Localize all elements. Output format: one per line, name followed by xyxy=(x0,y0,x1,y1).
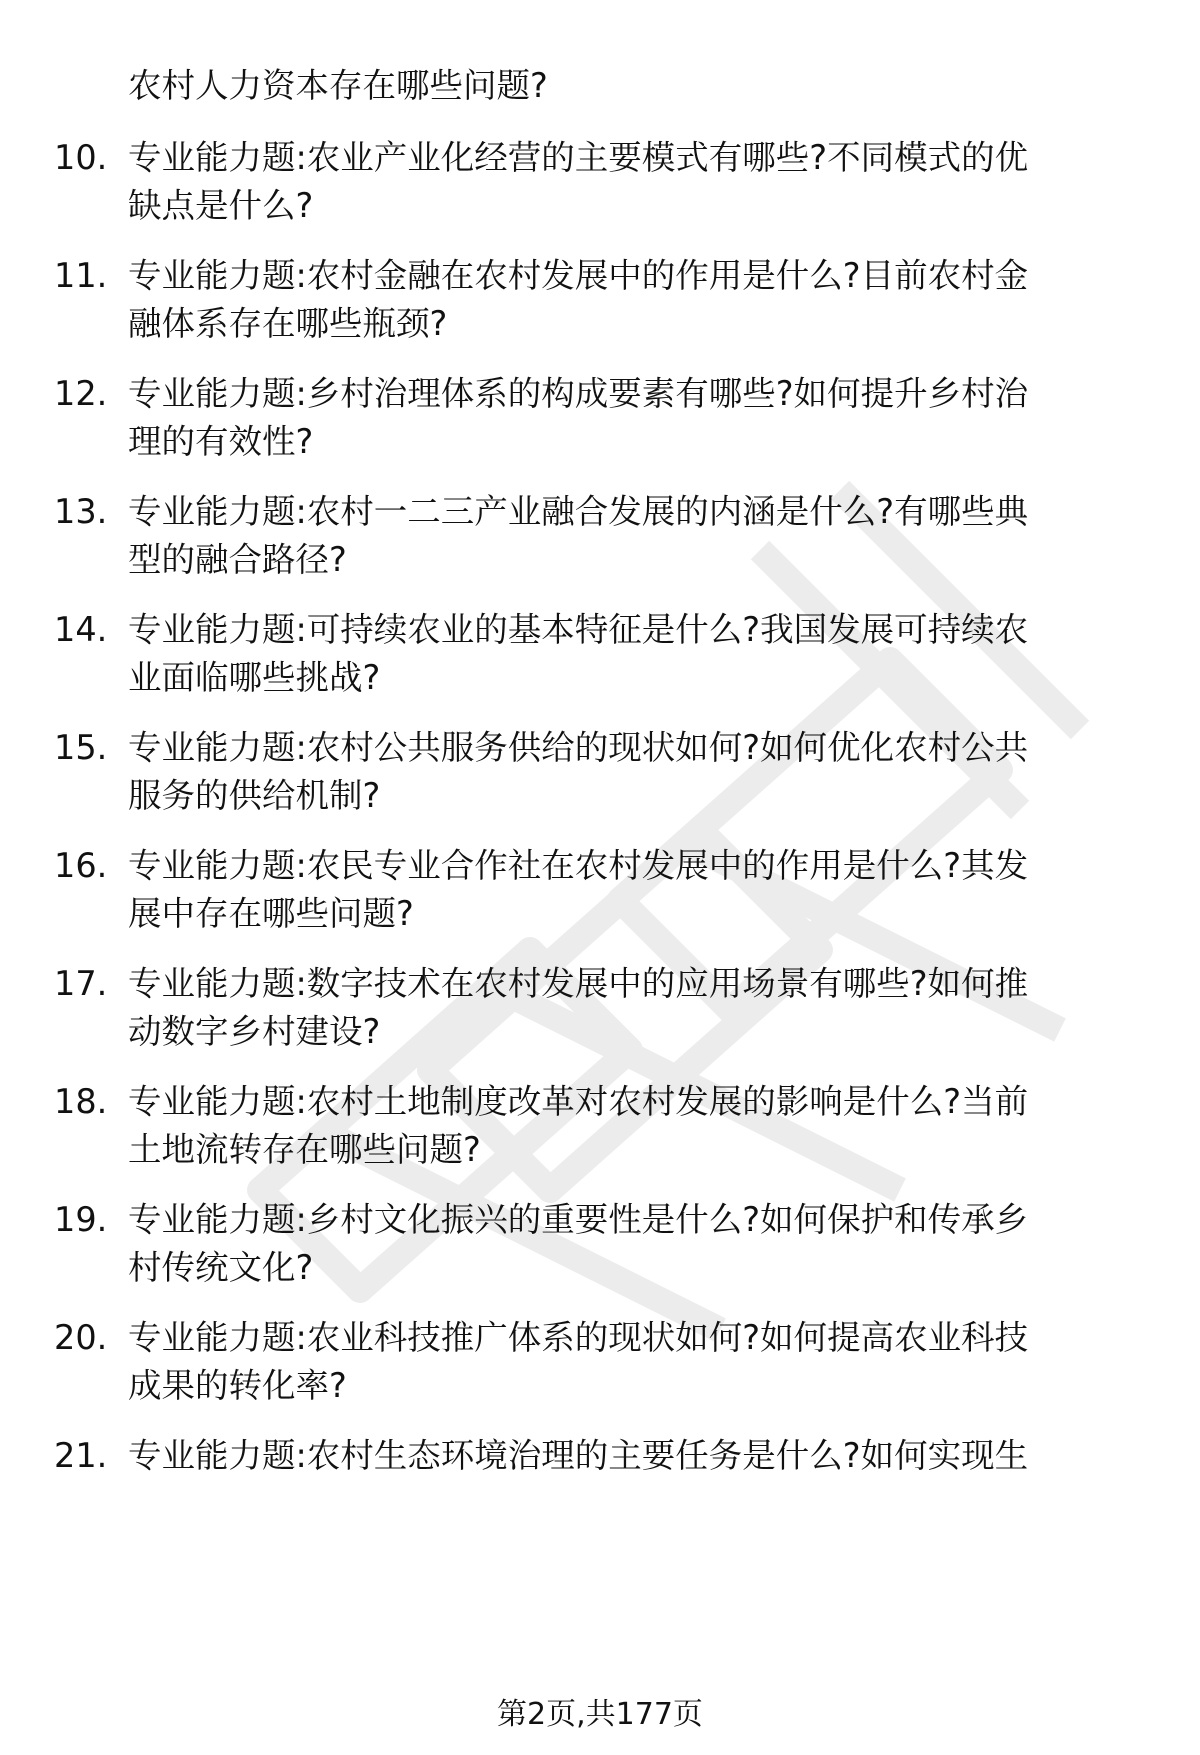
question-number: 15. xyxy=(54,728,108,767)
question-line: 土地流转存在哪些问题? xyxy=(128,1130,481,1169)
question-number: 14. xyxy=(54,610,108,649)
question-number: 18. xyxy=(54,1082,108,1121)
question-text xyxy=(128,960,1138,1056)
question-text xyxy=(128,1432,1138,1480)
question-line: 专业能力题:农村生态环境治理的主要任务是什么?如何实现生 xyxy=(128,1436,1029,1475)
question-line: 专业能力题:乡村治理体系的构成要素有哪些?如何提升乡村治 xyxy=(128,374,1029,413)
question-text xyxy=(128,370,1138,466)
question-line: 展中存在哪些问题? xyxy=(128,894,414,933)
page-footer: 第2页,共177页 xyxy=(497,1697,703,1732)
question-line: 专业能力题:农民专业合作社在农村发展中的作用是什么?其发 xyxy=(128,846,1029,885)
question-number: 17. xyxy=(54,964,108,1003)
question-number: 19. xyxy=(54,1200,108,1239)
question-line: 成果的转化率? xyxy=(128,1366,347,1405)
question-line: 业面临哪些挑战? xyxy=(128,658,381,697)
question-text xyxy=(128,252,1138,348)
question-line: 专业能力题:数字技术在农村发展中的应用场景有哪些?如何推 xyxy=(128,964,1029,1003)
question-line: 服务的供给机制? xyxy=(128,776,381,815)
question-line: 专业能力题:可持续农业的基本特征是什么?我国发展可持续农 xyxy=(128,610,1029,649)
question-line: 缺点是什么? xyxy=(128,186,314,225)
question-number: 16. xyxy=(54,846,108,885)
question-number: 21. xyxy=(54,1436,108,1475)
question-line: 专业能力题:乡村文化振兴的重要性是什么?如何保护和传承乡 xyxy=(128,1200,1029,1239)
continuation-line: 农村人力资本存在哪些问题? xyxy=(128,66,548,105)
question-text xyxy=(128,724,1138,820)
question-line: 专业能力题:农业科技推广体系的现状如何?如何提高农业科技 xyxy=(128,1318,1029,1357)
question-line: 村传统文化? xyxy=(128,1248,314,1287)
question-number: 20. xyxy=(54,1318,108,1357)
question-text xyxy=(128,842,1138,938)
question-line: 融体系存在哪些瓶颈? xyxy=(128,304,448,343)
question-number: 12. xyxy=(54,374,108,413)
question-text xyxy=(128,606,1138,702)
question-text xyxy=(128,1196,1138,1292)
question-line: 动数字乡村建设? xyxy=(128,1012,381,1051)
question-line: 专业能力题:农村土地制度改革对农村发展的影响是什么?当前 xyxy=(128,1082,1029,1121)
question-line: 专业能力题:农村金融在农村发展中的作用是什么?目前农村金 xyxy=(128,256,1029,295)
question-line: 理的有效性? xyxy=(128,422,314,461)
question-text xyxy=(128,134,1138,230)
question-number: 11. xyxy=(54,256,108,295)
question-text xyxy=(128,1314,1138,1410)
question-number: 10. xyxy=(54,138,108,177)
question-text xyxy=(128,488,1138,584)
question-line: 专业能力题:农村一二三产业融合发展的内涵是什么?有哪些典 xyxy=(128,492,1029,531)
question-text xyxy=(128,1078,1138,1174)
question-line: 专业能力题:农村公共服务供给的现状如何?如何优化农村公共 xyxy=(128,728,1029,767)
question-line: 专业能力题:农业产业化经营的主要模式有哪些?不同模式的优 xyxy=(128,138,1029,177)
question-number: 13. xyxy=(54,492,108,531)
question-line: 型的融合路径? xyxy=(128,540,347,579)
